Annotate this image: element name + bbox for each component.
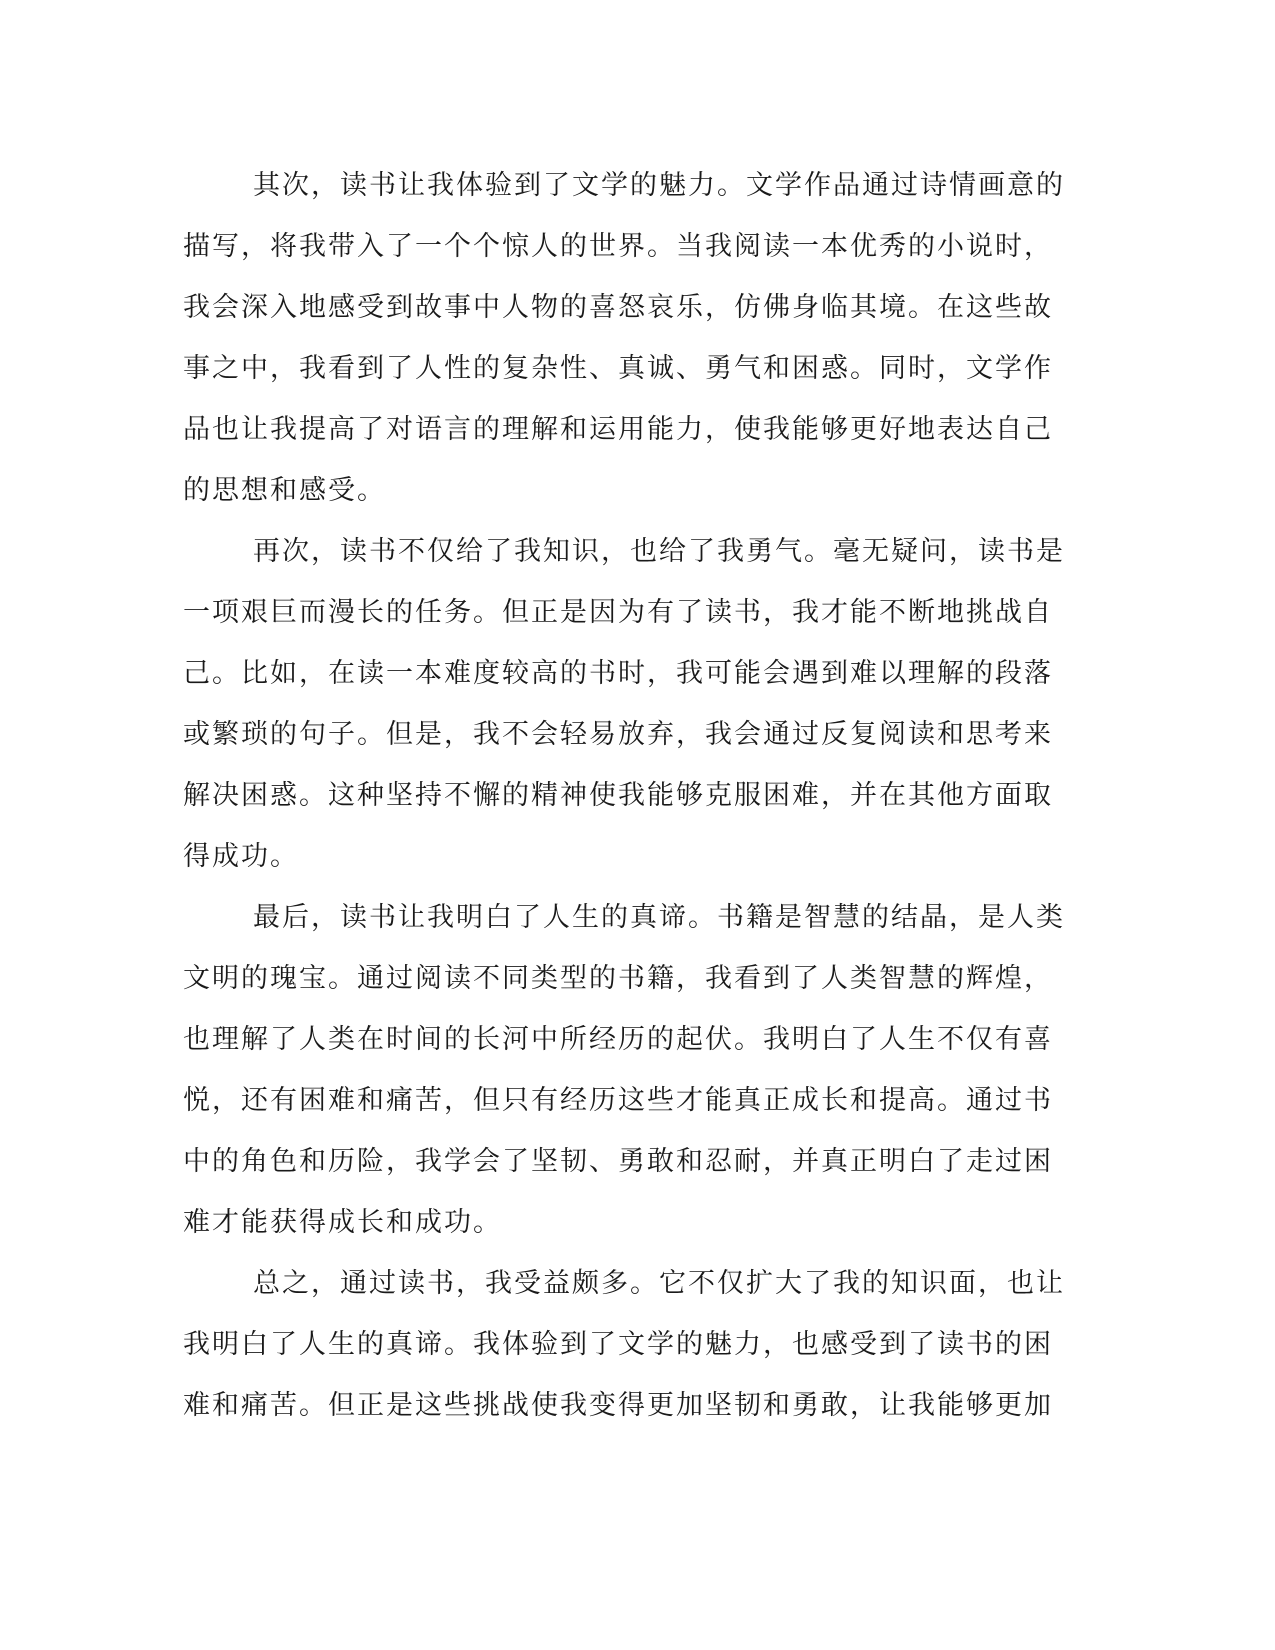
paragraph-1-line-2: 描写，将我带入了一个个惊人的世界。当我阅读一本优秀的小说时，: [183, 231, 1053, 262]
body-text: [183, 155, 1065, 1436]
paragraph-1-line-6: 的思想和感受。: [183, 475, 386, 506]
paragraph-1-line-5: 品也让我提高了对语言的理解和运用能力，使我能够更好地表达自己: [183, 414, 1053, 445]
paragraph-4-line-3: 难和痛苦。但正是这些挑战使我变得更加坚韧和勇敢，让我能够更加: [183, 1390, 1053, 1421]
paragraph-2-line-1: 再次，读书不仅给了我知识，也给了我勇气。毫无疑问，读书是: [253, 536, 1065, 567]
paragraph-3-line-2: 文明的瑰宝。通过阅读不同类型的书籍，我看到了人类智慧的辉煌，: [183, 963, 1053, 994]
paragraph-4-line-1: 总之，通过读书，我受益颇多。它不仅扩大了我的知识面，也让: [253, 1268, 1065, 1299]
paragraph-2-line-2: 一项艰巨而漫长的任务。但正是因为有了读书，我才能不断地挑战自: [183, 597, 1053, 628]
paragraph-2-line-6: 得成功。: [183, 841, 299, 872]
paragraph-3-line-5: 中的角色和历险，我学会了坚韧、勇敢和忍耐，并真正明白了走过困: [183, 1146, 1053, 1177]
paragraph-3-line-3: 也理解了人类在时间的长河中所经历的起伏。我明白了人生不仅有喜: [183, 1024, 1053, 1055]
paragraph-3-line-4: 悦，还有困难和痛苦，但只有经历这些才能真正成长和提高。通过书: [183, 1085, 1053, 1116]
paragraph-3-line-6: 难才能获得成长和成功。: [183, 1207, 502, 1238]
paragraph-2-line-4: 或繁琐的句子。但是，我不会轻易放弃，我会通过反复阅读和思考来: [183, 719, 1053, 750]
paragraph-2-line-3: 己。比如，在读一本难度较高的书时，我可能会遇到难以理解的段落: [183, 658, 1053, 689]
paragraph-1-line-4: 事之中，我看到了人性的复杂性、真诚、勇气和困惑。同时，文学作: [183, 353, 1053, 384]
paragraph-4-line-2: 我明白了人生的真谛。我体验到了文学的魅力，也感受到了读书的困: [183, 1329, 1053, 1360]
paragraph-1-line-3: 我会深入地感受到故事中人物的喜怒哀乐，仿佛身临其境。在这些故: [183, 292, 1053, 323]
paragraph-2-line-5: 解决困惑。这种坚持不懈的精神使我能够克服困难，并在其他方面取: [183, 780, 1053, 811]
paragraph-3-line-1: 最后，读书让我明白了人生的真谛。书籍是智慧的结晶，是人类: [253, 902, 1065, 933]
paragraph-1-line-1: 其次，读书让我体验到了文学的魅力。文学作品通过诗情画意的: [253, 170, 1065, 201]
